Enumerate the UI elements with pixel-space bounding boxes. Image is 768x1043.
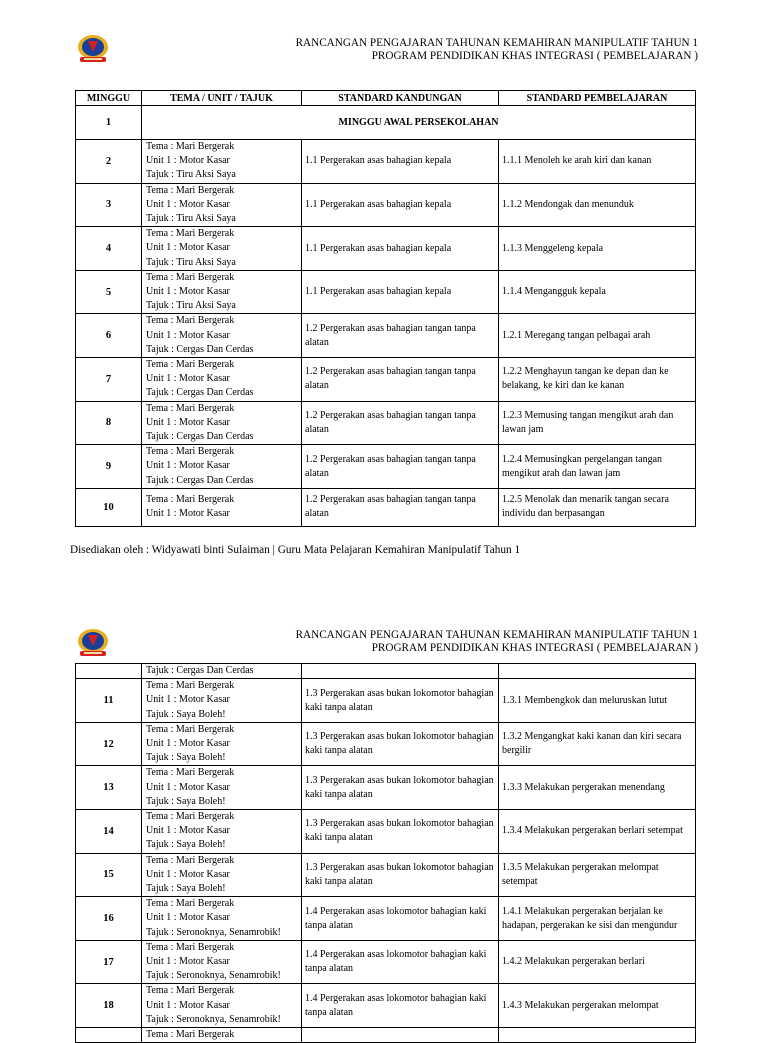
standard-pembelajaran: 1.3.5 Melakukan pergerakan melompat setempat [499, 853, 696, 897]
school-logo [76, 34, 110, 64]
table-row [76, 679, 696, 723]
header-subtitle: PROGRAM PENDIDIKAN KHAS INTEGRASI ( PEMBELAJARAN ) [371, 50, 698, 62]
week-number: 3 [76, 183, 142, 227]
tema-text: Tema : Mari Bergerak [146, 680, 235, 692]
table-row [76, 401, 696, 445]
tajuk-text: Tajuk : Cergas Dan Cerdas [146, 343, 254, 355]
tema-cell [142, 401, 302, 445]
unit-text: Unit 1 : Motor Kasar [146, 999, 230, 1011]
tema-text: Tema : Mari Bergerak [146, 359, 235, 371]
table-row [76, 445, 696, 489]
week-awal-label: MINGGU AWAL PERSEKOLAHAN [142, 106, 696, 140]
standard-pembelajaran: 1.1.3 Menggeleng kepala [499, 227, 696, 271]
unit-text: Unit 1 : Motor Kasar [146, 286, 230, 298]
week-number: 2 [76, 140, 142, 184]
unit-text: Unit 1 : Motor Kasar [146, 242, 230, 254]
tajuk-text: Tajuk : Tiru Aksi Saya [146, 256, 236, 268]
tajuk-text: Tajuk : Seronoknya, Senamrobik! [146, 1013, 281, 1025]
tema-cell [142, 140, 302, 184]
unit-text: Unit 1 : Motor Kasar [146, 956, 230, 968]
unit-text: Unit 1 : Motor Kasar [146, 825, 230, 837]
tema-text: Tema : Mari Bergerak [146, 494, 235, 506]
standard-pembelajaran: 1.2.3 Memusing tangan mengikut arah dan lawan jam [499, 401, 696, 445]
standard-kandungan: 1.1 Pergerakan asas bahagian kepala [302, 183, 499, 227]
standard-pembelajaran: 1.2.5 Menolak dan menarik tangan secara individu dan berpasangan [499, 488, 696, 526]
standard-kandungan: 1.3 Pergerakan asas bukan lokomotor bahagian kaki tanpa alatan [302, 722, 499, 766]
week-number: 9 [76, 445, 142, 489]
table-row [76, 140, 696, 184]
standard-kandungan: 1.4 Pergerakan asas lokomotor bahagian kaki tanpa alatan [302, 897, 499, 941]
unit-text: Unit 1 : Motor Kasar [146, 912, 230, 924]
tema-text: Tema : Mari Bergerak [146, 1029, 235, 1041]
tema-cell [142, 853, 302, 897]
standard-pembelajaran: 1.3.2 Mengangkat kaki kanan dan kiri secara bergilir [499, 722, 696, 766]
table-header-row [76, 91, 696, 106]
tema-text: Tema : Mari Bergerak [146, 723, 235, 735]
tema-cell [142, 722, 302, 766]
unit-text: Unit 1 : Motor Kasar [146, 416, 230, 428]
table-row [76, 270, 696, 314]
table-row [76, 722, 696, 766]
tema-text: Tema : Mari Bergerak [146, 141, 235, 152]
tema-cell [142, 940, 302, 984]
table-row [76, 766, 696, 810]
unit-text: Unit 1 : Motor Kasar [146, 460, 230, 472]
tajuk-text: Tajuk : Tiru Aksi Saya [146, 300, 236, 312]
tema-text: Tema : Mari Bergerak [146, 402, 235, 414]
standard-kandungan: 1.1 Pergerakan asas bahagian kepala [302, 140, 499, 184]
tajuk-text: Tajuk : Cergas Dan Cerdas [146, 474, 254, 486]
week-number: 10 [76, 488, 142, 526]
tema-cell [142, 897, 302, 941]
standard-kandungan: 1.1 Pergerakan asas bahagian kepala [302, 227, 499, 271]
tema-cell [142, 227, 302, 271]
unit-text: Unit 1 : Motor Kasar [146, 738, 230, 750]
tema-cell [142, 984, 302, 1028]
tema-text: Tema : Mari Bergerak [146, 941, 235, 953]
tema-cell [142, 488, 302, 526]
week-number: 18 [76, 984, 142, 1028]
tajuk-text: Tajuk : Cergas Dan Cerdas [146, 431, 254, 443]
standard-kandungan: 1.2 Pergerakan asas bahagian tangan tanpa alatan [302, 401, 499, 445]
plan-table-2 [75, 663, 696, 1043]
page-header [296, 37, 698, 63]
col-kandungan: STANDARD KANDUNGAN [302, 91, 499, 106]
week-number: 7 [76, 358, 142, 402]
table-row [76, 358, 696, 402]
col-tema: TEMA / UNIT / TAJUK [142, 91, 302, 106]
unit-text: Unit 1 : Motor Kasar [146, 694, 230, 706]
unit-text: Unit 1 : Motor Kasar [146, 198, 230, 210]
col-minggu: MINGGU [76, 91, 142, 106]
tajuk-text: Tajuk : Seronoknya, Senamrobik! [146, 970, 281, 982]
standard-pembelajaran: 1.4.2 Melakukan pergerakan berlari [499, 940, 696, 984]
page-header [296, 629, 698, 655]
week-number: 13 [76, 766, 142, 810]
tema-cell [142, 270, 302, 314]
tema-text: Tema : Mari Bergerak [146, 446, 235, 458]
standard-pembelajaran: 1.4.1 Melakukan pergerakan berjalan ke hadapan, pergerakan ke sisi dan mengundur [499, 897, 696, 941]
table-row [76, 810, 696, 854]
tajuk-text: Tajuk : Saya Boleh! [146, 839, 226, 851]
table-row [76, 853, 696, 897]
standard-pembelajaran: 1.2.4 Memusingkan pergelangan tangan mengikut arah dan lawan jam [499, 445, 696, 489]
header-subtitle: PROGRAM PENDIDIKAN KHAS INTEGRASI ( PEMBELAJARAN ) [371, 642, 698, 654]
header-title: RANCANGAN PENGAJARAN TAHUNAN KEMAHIRAN MANIPULATIF TAHUN 1 [295, 629, 698, 641]
week-number: 12 [76, 722, 142, 766]
unit-text: Unit 1 : Motor Kasar [146, 155, 230, 167]
week-number: 5 [76, 270, 142, 314]
standard-kandungan: 1.3 Pergerakan asas bukan lokomotor bahagian kaki tanpa alatan [302, 810, 499, 854]
tema-cell [142, 445, 302, 489]
plan-table-1 [75, 90, 696, 527]
tema-text: Tema : Mari Bergerak [146, 228, 235, 240]
table-row [76, 984, 696, 1028]
tema-text: Tema : Mari Bergerak [146, 854, 235, 866]
standard-kandungan: 1.3 Pergerakan asas bukan lokomotor bahagian kaki tanpa alatan [302, 679, 499, 723]
week-number: 1 [76, 106, 142, 140]
tajuk-text: Tajuk : Saya Boleh! [146, 795, 226, 807]
week-number: 17 [76, 940, 142, 984]
standard-pembelajaran: 1.2.2 Menghayun tangan ke depan dan ke belakang, ke kiri dan ke kanan [499, 358, 696, 402]
table-row [76, 897, 696, 941]
unit-text: Unit 1 : Motor Kasar [146, 508, 230, 520]
tajuk-text: Tajuk : Tiru Aksi Saya [146, 213, 236, 225]
table-row [76, 1028, 696, 1043]
standard-pembelajaran: 1.3.3 Melakukan pergerakan menendang [499, 766, 696, 810]
tema-cell [142, 314, 302, 358]
table-row-carry [76, 664, 696, 679]
standard-pembelajaran: 1.1.1 Menoleh ke arah kiri dan kanan [499, 140, 696, 184]
table-row [76, 227, 696, 271]
week-number: 4 [76, 227, 142, 271]
tema-text: Tema : Mari Bergerak [146, 315, 235, 327]
tema-cell [142, 679, 302, 723]
week-number: 15 [76, 853, 142, 897]
standard-kandungan: 1.3 Pergerakan asas bukan lokomotor bahagian kaki tanpa alatan [302, 766, 499, 810]
standard-kandungan: 1.4 Pergerakan asas lokomotor bahagian kaki tanpa alatan [302, 940, 499, 984]
header-title: RANCANGAN PENGAJARAN TAHUNAN KEMAHIRAN MANIPULATIF TAHUN 1 [295, 37, 698, 49]
tema-cell [142, 810, 302, 854]
table-row [76, 314, 696, 358]
unit-text: Unit 1 : Motor Kasar [146, 373, 230, 385]
tajuk-text: Tajuk : Saya Boleh! [146, 752, 226, 764]
unit-text: Unit 1 : Motor Kasar [146, 868, 230, 880]
tajuk-text: Tajuk : Saya Boleh! [146, 883, 226, 895]
prepared-by: Disediakan oleh : Widyawati binti Sulaiman | Guru Mata Pelajaran Kemahiran Manipulatif Tahun 1 [70, 544, 521, 556]
school-logo [76, 628, 110, 658]
week-number: 11 [76, 679, 142, 723]
week-number: 14 [76, 810, 142, 854]
week-number: 6 [76, 314, 142, 358]
week-number: 16 [76, 897, 142, 941]
tajuk-text: Tajuk : Cergas Dan Cerdas [146, 387, 254, 399]
tema-cell [142, 766, 302, 810]
tema-cell [142, 1028, 302, 1043]
standard-pembelajaran: 1.3.4 Melakukan pergerakan berlari setempat [499, 810, 696, 854]
unit-text: Unit 1 : Motor Kasar [146, 781, 230, 793]
table-row [76, 183, 696, 227]
standard-pembelajaran: 1.1.4 Mengangguk kepala [499, 270, 696, 314]
tajuk-carry: Tajuk : Cergas Dan Cerdas [142, 664, 302, 679]
standard-kandungan: 1.2 Pergerakan asas bahagian tangan tanpa alatan [302, 445, 499, 489]
tema-text: Tema : Mari Bergerak [146, 811, 235, 823]
standard-kandungan: 1.2 Pergerakan asas bahagian tangan tanpa alatan [302, 314, 499, 358]
standard-pembelajaran: 1.1.2 Mendongak dan menunduk [499, 183, 696, 227]
standard-pembelajaran: 1.3.1 Membengkok dan meluruskan lutut [499, 679, 696, 723]
tajuk-text: Tajuk : Seronoknya, Senamrobik! [146, 926, 281, 938]
tema-text: Tema : Mari Bergerak [146, 985, 235, 997]
standard-pembelajaran: 1.4.3 Melakukan pergerakan melompat [499, 984, 696, 1028]
tema-cell [142, 358, 302, 402]
tema-text: Tema : Mari Bergerak [146, 271, 235, 283]
table-row-week-1 [76, 106, 696, 140]
tema-text: Tema : Mari Bergerak [146, 184, 235, 196]
standard-kandungan: 1.1 Pergerakan asas bahagian kepala [302, 270, 499, 314]
table-row [76, 488, 696, 526]
tajuk-text: Tajuk : Saya Boleh! [146, 708, 226, 720]
tema-text: Tema : Mari Bergerak [146, 898, 235, 910]
col-pembelajaran: STANDARD PEMBELAJARAN [499, 91, 696, 106]
tema-text: Tema : Mari Bergerak [146, 767, 235, 779]
tema-cell [142, 183, 302, 227]
standard-kandungan: 1.2 Pergerakan asas bahagian tangan tanpa alatan [302, 358, 499, 402]
standard-kandungan: 1.3 Pergerakan asas bukan lokomotor bahagian kaki tanpa alatan [302, 853, 499, 897]
standard-kandungan: 1.4 Pergerakan asas lokomotor bahagian kaki tanpa alatan [302, 984, 499, 1028]
standard-kandungan: 1.2 Pergerakan asas bahagian tangan tanpa alatan [302, 488, 499, 526]
tajuk-text: Tajuk : Tiru Aksi Saya [146, 169, 236, 181]
unit-text: Unit 1 : Motor Kasar [146, 329, 230, 341]
standard-pembelajaran: 1.2.1 Meregang tangan pelbagai arah [499, 314, 696, 358]
week-number: 8 [76, 401, 142, 445]
table-row [76, 940, 696, 984]
